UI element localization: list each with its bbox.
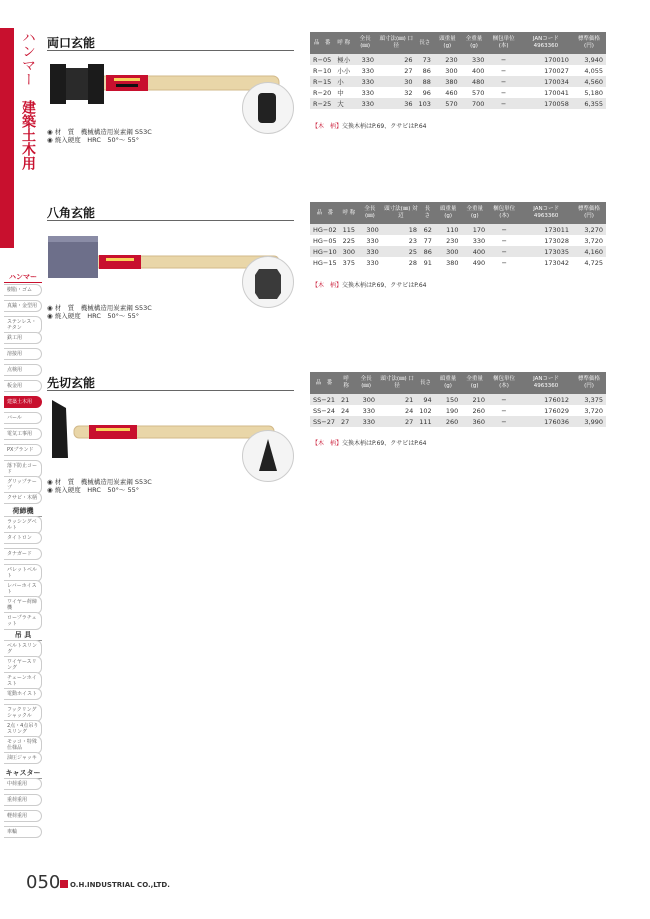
ryoguchi-specs xyxy=(47,128,152,144)
table-cell: 300 xyxy=(435,246,462,257)
sidebar-item[interactable]: 溶接用 xyxy=(4,348,42,360)
table-cell: 173035 xyxy=(520,246,572,257)
sidebar-item[interactable]: 樹脂・ゴム xyxy=(4,284,42,296)
table-cell: 170010 xyxy=(520,54,572,65)
table-cell: HG−10 xyxy=(310,246,340,257)
table-cell: 3,375 xyxy=(572,394,606,405)
column-header: 標準価格(円) xyxy=(572,372,606,394)
table-cell: 91 xyxy=(423,258,432,267)
sidebar-item[interactable]: 板金用 xyxy=(4,380,42,392)
column-header: 長さ xyxy=(416,372,434,394)
table-cell: 3,940 xyxy=(572,54,606,65)
table-cell: 24 xyxy=(404,406,414,415)
sakigiri-spec-table xyxy=(310,372,606,427)
table-cell: 23 xyxy=(408,236,417,245)
table-cell: HG−02 xyxy=(310,224,340,235)
table-cell: 460 xyxy=(445,88,458,97)
table-cell: SS−21 xyxy=(310,394,338,405)
table-cell: 150 xyxy=(435,394,462,405)
table-cell: 86 xyxy=(422,66,431,75)
ryoguchi-head-closeup xyxy=(242,82,294,134)
column-header: 全重量(g) xyxy=(461,372,488,394)
spec-hardness: ◉ 焼入硬度 HRC 50°〜 55° xyxy=(47,312,139,320)
vertical-subcategory-title: 建築土木用 xyxy=(20,100,36,170)
sidebar-item[interactable]: フックリングシャックル xyxy=(4,704,42,722)
table-cell: 大 xyxy=(334,98,353,109)
column-header: 頭重量(g) xyxy=(434,32,461,54)
column-header: 全長(㎜) xyxy=(358,202,382,224)
hakkaku-note: 【木 柄】交換木柄はP.69、クサビはP.64 xyxy=(312,282,427,289)
section-title-hakkaku: 八角玄能 xyxy=(47,206,96,220)
column-header: JANコード 4963360 xyxy=(520,202,572,224)
table-cell: 21 xyxy=(378,394,416,405)
sakigiri-head-closeup xyxy=(242,430,294,482)
table-cell: 570 xyxy=(472,88,485,97)
table-cell: 小小 xyxy=(337,67,351,75)
table-cell: 330 xyxy=(472,236,486,245)
table-cell: 700 xyxy=(461,98,488,109)
sidebar-item[interactable]: 中荷重用 xyxy=(4,778,42,790)
table-cell: 230 xyxy=(434,54,461,65)
table-row xyxy=(310,54,606,65)
table-cell: 225 xyxy=(342,236,356,245)
table-cell: 176036 xyxy=(520,416,572,427)
sidebar-item[interactable]: 真鍮・金型用 xyxy=(4,300,42,312)
category-red-bar xyxy=(0,28,14,248)
vertical-category-title: ハンマー xyxy=(20,30,36,86)
sidebar-item[interactable]: 車輪 xyxy=(4,826,42,838)
column-header: 梱包単位(本) xyxy=(488,202,520,224)
section-title-sakigiri: 先切玄能 xyxy=(47,376,96,390)
table-cell: − xyxy=(488,394,520,405)
table-row xyxy=(310,65,606,76)
table-cell: 170 xyxy=(462,224,489,235)
section-title-ryoguchi: 両口玄能 xyxy=(47,36,96,50)
sidebar-item[interactable]: ロープラチェット xyxy=(4,612,42,630)
table-cell: 25 xyxy=(382,246,420,257)
table-cell: 32 xyxy=(404,88,413,97)
table-cell: 102 xyxy=(419,406,432,415)
nav-heading-cargo: 荷締機 xyxy=(4,506,42,517)
sakigiri-note: 【木 柄】交換木柄はP.69、クサビはP.64 xyxy=(312,440,427,447)
table-cell: 260 xyxy=(435,416,462,427)
sidebar-item[interactable]: パレットベルト xyxy=(4,564,42,582)
column-header: 頭重量(g) xyxy=(435,372,462,394)
table-cell: 28 xyxy=(408,258,417,267)
table-cell: R−05 xyxy=(310,54,334,65)
table-cell: 190 xyxy=(445,406,459,415)
spec-material: ◉ 材 質 機械構造用炭素鋼 S53C xyxy=(47,478,152,486)
column-header: 全長(㎜) xyxy=(353,32,377,54)
sidebar-item[interactable]: PXブランド xyxy=(4,444,42,456)
sidebar-item[interactable]: 軽荷重用 xyxy=(4,810,42,822)
table-header-row xyxy=(310,32,606,54)
sidebar-item[interactable]: ステンレス・チタン xyxy=(4,316,42,334)
table-cell: 6,355 xyxy=(572,98,606,109)
table-cell: 中 xyxy=(337,89,344,97)
table-header-row xyxy=(310,372,606,394)
column-header: JANコード 4963360 xyxy=(520,32,572,54)
table-cell: 230 xyxy=(446,236,459,245)
table-cell: − xyxy=(487,54,519,65)
spec-hardness: ◉ 焼入硬度 HRC 50°〜 55° xyxy=(47,486,139,494)
table-cell: 27 xyxy=(378,416,416,427)
sakigiri-specs xyxy=(47,478,152,494)
table-cell: HG−05 xyxy=(313,236,337,245)
table-row xyxy=(310,98,606,109)
column-header: 品 番 xyxy=(310,372,338,394)
spec-hardness: ◉ 焼入硬度 HRC 50°〜 55° xyxy=(47,136,139,144)
table-cell: SS−24 xyxy=(313,406,335,415)
company-name: O.H.INDUSTRIAL CO.,LTD. xyxy=(70,881,170,889)
table-row xyxy=(310,87,606,98)
table-row xyxy=(310,257,606,268)
table-cell: 480 xyxy=(461,76,488,87)
table-cell: 111 xyxy=(416,416,434,427)
bullet-icon: ◉ xyxy=(47,128,55,136)
section-divider xyxy=(47,390,294,391)
sidebar-item[interactable]: レバーホイスト xyxy=(4,580,42,598)
table-cell: 4,560 xyxy=(572,76,606,87)
table-cell: − xyxy=(488,246,520,257)
table-cell: − xyxy=(488,224,520,235)
table-cell: 77 xyxy=(423,236,432,245)
sidebar-item[interactable]: チェーンホイスト xyxy=(4,672,42,690)
sidebar-item[interactable]: ワイヤー荷締機 xyxy=(4,596,42,614)
table-cell: 3,720 xyxy=(584,236,603,245)
table-cell: 490 xyxy=(472,258,486,267)
table-cell: 24 xyxy=(340,406,350,415)
table-cell: 330 xyxy=(362,406,376,415)
spec-material: ◉ 材 質 機械構造用炭素鋼 S53C xyxy=(47,128,152,136)
nav-heading-caster: キャスター xyxy=(5,769,41,777)
table-row xyxy=(310,405,606,416)
table-row xyxy=(310,76,606,87)
table-cell: 170058 xyxy=(520,98,572,109)
table-cell: R−25 xyxy=(310,98,334,109)
table-cell: 330 xyxy=(353,76,377,87)
table-cell: 173042 xyxy=(544,258,570,267)
table-cell: 330 xyxy=(354,416,378,427)
table-cell: 4,725 xyxy=(584,258,603,267)
sidebar-item[interactable]: 建築土木用 xyxy=(4,396,42,408)
section-divider xyxy=(47,220,294,221)
table-row xyxy=(310,394,606,405)
table-cell: 62 xyxy=(420,224,435,235)
sidebar-item[interactable]: 油圧ジャッキ xyxy=(4,752,42,764)
table-cell: − xyxy=(487,76,519,87)
table-cell: 260 xyxy=(472,406,485,415)
spec-material: ◉ 材 質 機械構造用炭素鋼 S53C xyxy=(47,304,152,312)
table-cell: 330 xyxy=(366,258,379,267)
page-number: 050 xyxy=(26,872,61,893)
table-cell: 330 xyxy=(353,98,377,109)
table-row xyxy=(310,416,606,427)
table-cell: 330 xyxy=(366,236,379,245)
column-header: 呼 称 xyxy=(340,202,358,224)
table-cell: R−15 xyxy=(310,76,334,87)
sidebar-item[interactable]: バール xyxy=(4,412,42,424)
table-cell: 110 xyxy=(435,224,462,235)
table-cell: 360 xyxy=(461,416,488,427)
nav-heading-hammer: ハンマー xyxy=(4,272,42,283)
table-cell: − xyxy=(500,88,507,97)
hakkaku-spec-table xyxy=(310,202,606,268)
section-divider xyxy=(47,50,294,51)
column-header: 標準価格(円) xyxy=(572,32,606,54)
sidebar-item[interactable]: 2点・4点吊りスリング xyxy=(4,720,42,738)
ryoguchi-note: 【木 柄】交換木柄はP.69、クサビはP.64 xyxy=(312,123,427,130)
table-cell: 400 xyxy=(472,66,485,75)
table-cell: 380 xyxy=(446,258,459,267)
sidebar-item[interactable]: ベルトスリング xyxy=(4,640,42,658)
table-cell: 30 xyxy=(377,76,416,87)
table-cell: 5,180 xyxy=(584,88,603,97)
column-header: JANコード 4963360 xyxy=(520,372,572,394)
column-header: 頭寸法(㎜) 対辺 xyxy=(382,202,420,224)
table-cell: 73 xyxy=(416,54,434,65)
table-row xyxy=(310,224,606,235)
table-cell: 176012 xyxy=(520,394,572,405)
company-logo-icon xyxy=(60,880,68,888)
table-cell: − xyxy=(501,406,507,415)
table-cell: 3,720 xyxy=(584,406,603,415)
column-header: 標準価格(円) xyxy=(572,202,606,224)
table-cell: 330 xyxy=(461,54,488,65)
table-cell: 375 xyxy=(342,258,356,267)
table-cell: 170027 xyxy=(544,66,569,75)
column-header: 長さ xyxy=(416,32,434,54)
table-cell: 86 xyxy=(420,246,435,257)
table-cell: 96 xyxy=(422,88,431,97)
column-header: 品 番 xyxy=(310,32,334,54)
sidebar-item[interactable]: 電動ホイスト xyxy=(4,688,42,700)
sidebar-item[interactable]: タイトロン xyxy=(4,532,42,544)
table-cell: 27 xyxy=(338,416,354,427)
column-header: 梱包単位(本) xyxy=(487,32,519,54)
sidebar-item[interactable]: 電気工事用 xyxy=(4,428,42,440)
table-cell: − xyxy=(487,98,519,109)
table-cell: 4,055 xyxy=(584,66,603,75)
table-cell: 小 xyxy=(334,76,353,87)
table-cell: 380 xyxy=(434,76,461,87)
table-cell: 27 xyxy=(404,66,413,75)
table-cell: 3,990 xyxy=(572,416,606,427)
table-cell: 26 xyxy=(377,54,416,65)
sidebar-item[interactable]: 落下防止コード xyxy=(4,460,42,478)
table-cell: 300 xyxy=(358,224,382,235)
table-cell: R−20 xyxy=(313,88,332,97)
sidebar-item[interactable]: クサビ・木柄 xyxy=(4,492,42,504)
sidebar-item[interactable]: タナガード xyxy=(4,548,42,560)
table-cell: 36 xyxy=(377,98,416,109)
hakkaku-specs xyxy=(47,304,152,320)
table-cell: 570 xyxy=(434,98,461,109)
table-cell: 4,160 xyxy=(572,246,606,257)
table-cell: − xyxy=(501,236,507,245)
table-cell: 330 xyxy=(353,54,377,65)
column-header: 全長(㎜) xyxy=(354,372,378,394)
sidebar-item[interactable]: ラッシングベルト xyxy=(4,516,42,534)
table-cell: 330 xyxy=(361,88,375,97)
table-cell: 173011 xyxy=(520,224,572,235)
table-cell: − xyxy=(501,258,507,267)
table-cell: 極小 xyxy=(334,54,353,65)
table-cell: − xyxy=(488,416,520,427)
table-cell: 400 xyxy=(462,246,489,257)
column-header: 品 番 xyxy=(310,202,340,224)
table-cell: 210 xyxy=(461,394,488,405)
table-cell: 330 xyxy=(358,246,382,257)
sidebar-item[interactable]: ワイヤースリング xyxy=(4,656,42,674)
sidebar-item[interactable]: グリップテープ xyxy=(4,476,42,494)
sidebar-item[interactable]: 点検用 xyxy=(4,364,42,376)
table-cell: 3,270 xyxy=(572,224,606,235)
table-row xyxy=(310,235,606,246)
bullet-icon: ◉ xyxy=(47,136,55,144)
table-cell: 21 xyxy=(338,394,354,405)
table-cell: 300 xyxy=(445,66,458,75)
table-cell: 300 xyxy=(340,246,358,257)
table-cell: 176029 xyxy=(544,406,569,415)
table-cell: 173028 xyxy=(544,236,570,245)
bullet-icon: ◉ xyxy=(47,478,55,486)
hakkaku-head-closeup xyxy=(242,256,294,308)
table-cell: 300 xyxy=(354,394,378,405)
table-cell: 88 xyxy=(416,76,434,87)
sidebar-item[interactable]: 重荷重用 xyxy=(4,794,42,806)
sidebar-item[interactable]: モッコ・特殊仕様品 xyxy=(4,736,42,754)
table-cell: 330 xyxy=(361,66,375,75)
table-cell: R−10 xyxy=(313,66,332,75)
table-cell: HG−15 xyxy=(313,258,337,267)
column-header: 全重量(g) xyxy=(462,202,489,224)
column-header: 頭寸法(㎜) 口径 xyxy=(377,32,416,54)
table-cell: 94 xyxy=(416,394,434,405)
column-header: 梱包単位(本) xyxy=(488,372,520,394)
bullet-icon: ◉ xyxy=(47,486,55,494)
column-header: 頭重量(g) xyxy=(435,202,462,224)
table-cell: 103 xyxy=(416,98,434,109)
ryoguchi-spec-table xyxy=(310,32,606,109)
column-header: 長さ xyxy=(420,202,435,224)
bullet-icon: ◉ xyxy=(47,304,55,312)
sidebar-item[interactable]: 鉄工用 xyxy=(4,332,42,344)
column-header: 呼 称 xyxy=(338,372,354,394)
column-header: 全重量(g) xyxy=(461,32,488,54)
table-cell: 115 xyxy=(340,224,358,235)
column-header: 呼 称 xyxy=(334,32,353,54)
table-cell: 170034 xyxy=(520,76,572,87)
nav-heading-tsuri: 吊 具 xyxy=(4,630,42,641)
table-row xyxy=(310,246,606,257)
table-cell: SS−27 xyxy=(310,416,338,427)
table-header-row xyxy=(310,202,606,224)
table-cell: 18 xyxy=(382,224,420,235)
table-cell: 170041 xyxy=(544,88,569,97)
table-cell: − xyxy=(500,66,507,75)
bullet-icon: ◉ xyxy=(47,312,55,320)
column-header: 頭寸法(㎜) 口径 xyxy=(378,372,416,394)
